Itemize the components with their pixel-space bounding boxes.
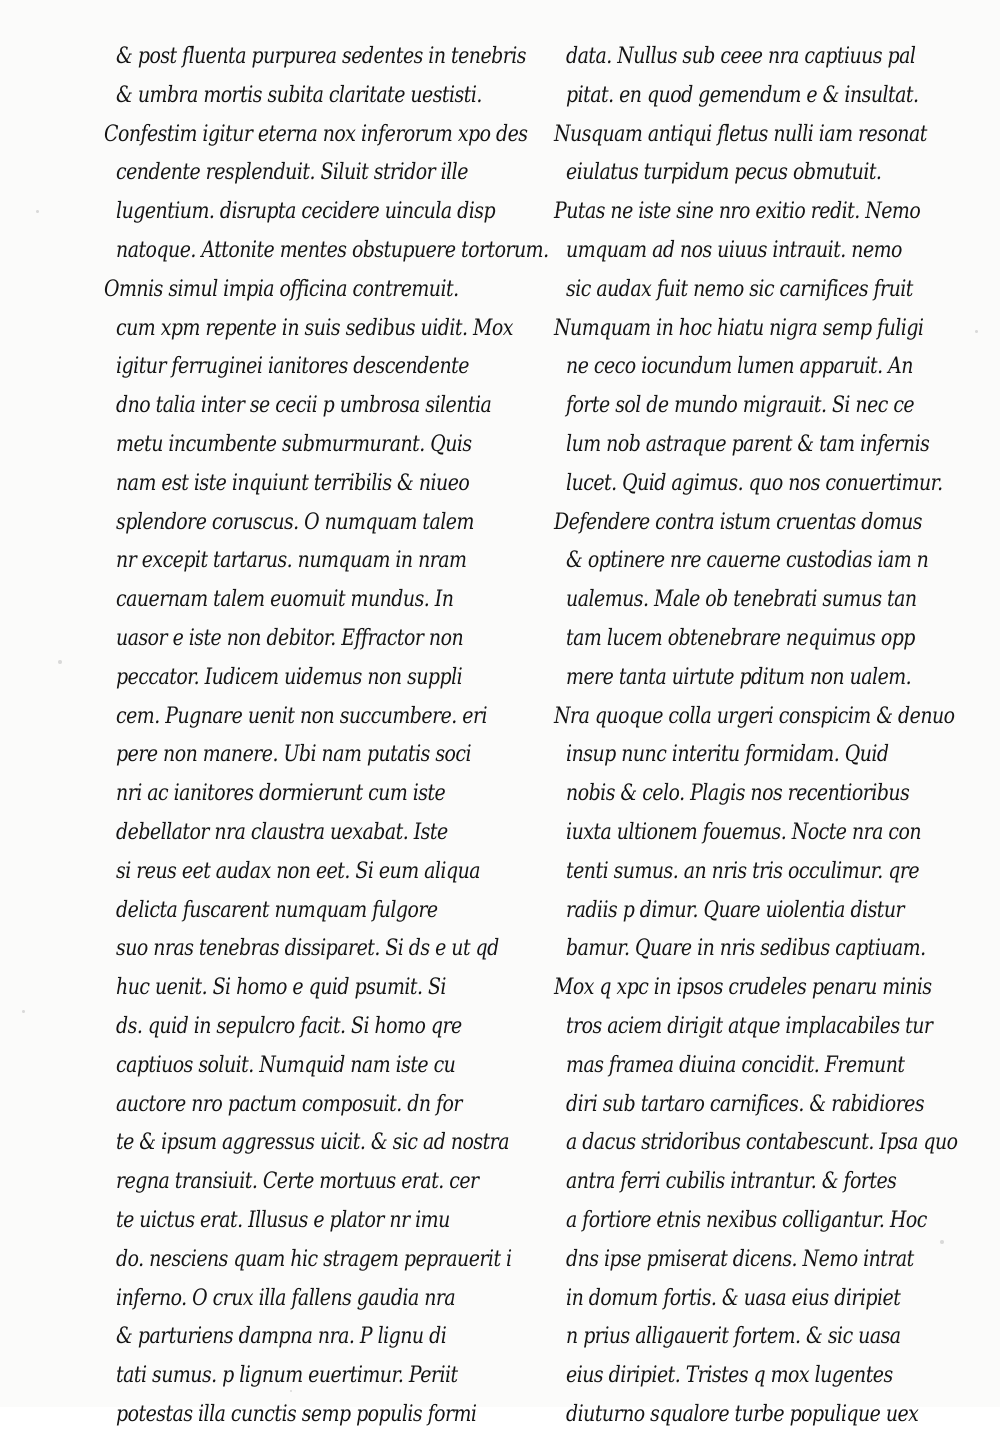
text-line: potestas illa cunctis semp populis formi [116,1401,477,1427]
text-line: uasor e iste non debitor. Effractor non [116,625,464,651]
text-line: nr excepit tartarus. numquam in nram [116,548,467,574]
text-line: debellator nra claustra uexabat. Iste [116,819,448,845]
text-line: metu incumbente submurmurant. Quis [116,431,472,457]
text-line: mere tanta uirtute pditum non ualem. [566,664,912,690]
text-line: eius diripiet. Tristes q mox lugentes [566,1363,893,1389]
ink-speck [975,330,978,333]
text-line: dns ipse pmiserat dicens. Nemo intrat [566,1246,914,1272]
text-line: & post fluenta purpurea sedentes in tenebris [116,44,526,69]
text-line: cendente resplenduit. Siluit stridor ille [116,160,468,186]
text-line: Omnis simul impia officina contremuit. [104,276,459,302]
text-line: lum nob astraque parent & tam infernis [566,431,930,457]
text-line: ds. quid in sepulcro facit. Si homo qre [116,1013,462,1039]
text-line: regna transiuit. Certe mortuus erat. cer [116,1169,479,1195]
text-line: tenti sumus. an nris tris occulimur. qre [566,858,920,884]
text-line: a dacus stridoribus contabescunt. Ipsa quo [566,1130,958,1156]
text-line: tati sumus. p lignum euertimur. Periit [116,1363,458,1389]
text-line: n prius alligauerit fortem. & sic uasa [566,1324,901,1350]
right-text-column [554,38,974,1435]
text-line: huc uenit. Si homo e quid psumit. Si [116,975,446,1001]
text-line: Nra quoque colla urgeri conspicim & denuo [554,703,955,729]
text-line: ualemus. Male ob tenebrati sumus tan [566,587,917,613]
text-line: & optinere nre cauerne custodias iam n [566,548,929,574]
text-line: mas framea diuina concidit. Fremunt [566,1052,905,1078]
text-line: pitat. en quod gemendum e & insultat. [566,82,919,108]
text-line: pere non manere. Ubi nam putatis soci [116,742,472,768]
text-line: nam est iste inquiunt terribilis & niueo [116,470,470,496]
text-line: forte sol de mundo migrauit. Si nec ce [566,393,915,419]
text-line: cum xpm repente in suis sedibus uidit. Mox [116,315,513,341]
text-line: nri ac ianitores dormierunt cum iste [116,781,446,807]
text-line: ne ceco iocundum lumen apparuit. An [566,354,913,380]
text-line: lugentium. disrupta cecidere uincula disp [116,199,496,225]
text-line: captiuos soluit. Numquid nam iste cu [116,1052,456,1078]
text-line: Nusquam antiqui fletus nulli iam resonat [554,121,927,147]
text-line: te uictus erat. Illusus e plator nr imu [116,1207,450,1233]
text-line: insup nunc interitu formidam. Quid [566,742,889,768]
text-line: cauernam talem euomuit mundus. In [116,587,454,613]
text-line: & parturiens dampna nra. P lignu di [116,1324,447,1350]
text-line: te & ipsum aggressus uicit. & sic ad nostra [116,1130,509,1156]
text-line: diuturno squalore turbe populique uex [566,1401,919,1427]
text-line: do. nesciens quam hic stragem peprauerit i [116,1246,512,1272]
text-line: tros aciem dirigit atque implacabiles tur [566,1013,933,1039]
text-line: data. Nullus sub ceee nra captiuus pal [566,44,916,69]
text-line: sic audax fuit nemo sic carnifices fruit [566,276,913,302]
text-line: Confestim igitur eterna nox inferorum xpo des [104,121,528,147]
text-line: delicta fuscarent numquam fulgore [116,897,438,923]
text-line: auctore nro pactum composuit. dn for [116,1091,462,1117]
text-line: Defendere contra istum cruentas domus [554,509,922,535]
text-line: igitur ferruginei ianitores descendente [116,354,469,380]
text-line: suo nras tenebras dissiparet. Si ds e ut qd [116,936,499,962]
text-line: a fortiore etnis nexibus colligantur. Hoc [566,1207,927,1233]
text-line: Putas ne iste sine nro exitio redit. Nemo [554,199,921,225]
text-line: dno talia inter se cecii p umbrosa silentia [116,393,492,419]
ink-speck [58,660,62,664]
text-line: & umbra mortis subita claritate uestisti. [116,82,482,108]
text-line: tam lucem obtenebrare nequimus opp [566,625,915,651]
text-line: Mox q xpc in ipsos crudeles penaru minis [554,975,932,1001]
text-line: peccator. Iudicem uidemus non suppli [116,664,463,690]
text-line: diri sub tartaro carnifices. & rabidiores [566,1091,925,1117]
text-line: splendore coruscus. O numquam talem [116,509,474,535]
text-line: radiis p dimur. Quare uiolentia distur [566,897,905,923]
text-line: umquam ad nos uiuus intrauit. nemo [566,237,902,263]
text-line: inferno. O crux illa fallens gaudia nra [116,1285,456,1311]
text-line: nobis & celo. Plagis nos recentioribus [566,781,910,807]
text-line: lucet. Quid agimus. quo nos conuertimur. [566,470,943,496]
text-line: Numquam in hoc hiatu nigra semp fuligi [554,315,924,341]
text-line: cem. Pugnare uenit non succumbere. eri [116,703,488,729]
text-line: iuxta ultionem fouemus. Nocte nra con [566,819,922,845]
ink-speck [22,1010,25,1013]
text-line: bamur. Quare in nris sedibus captiuam. [566,936,926,962]
left-text-column [104,38,549,1435]
text-line: natoque. Attonite mentes obstupuere tortorum. [116,237,549,263]
text-line: si reus eet audax non eet. Si eum aliqua [116,858,481,884]
ink-speck [36,210,39,213]
text-line: eiulatus turpidum pecus obmutuit. [566,160,882,186]
text-line: antra ferri cubilis intrantur. & fortes [566,1169,897,1195]
text-line: in domum fortis. & uasa eius diripiet [566,1285,901,1311]
